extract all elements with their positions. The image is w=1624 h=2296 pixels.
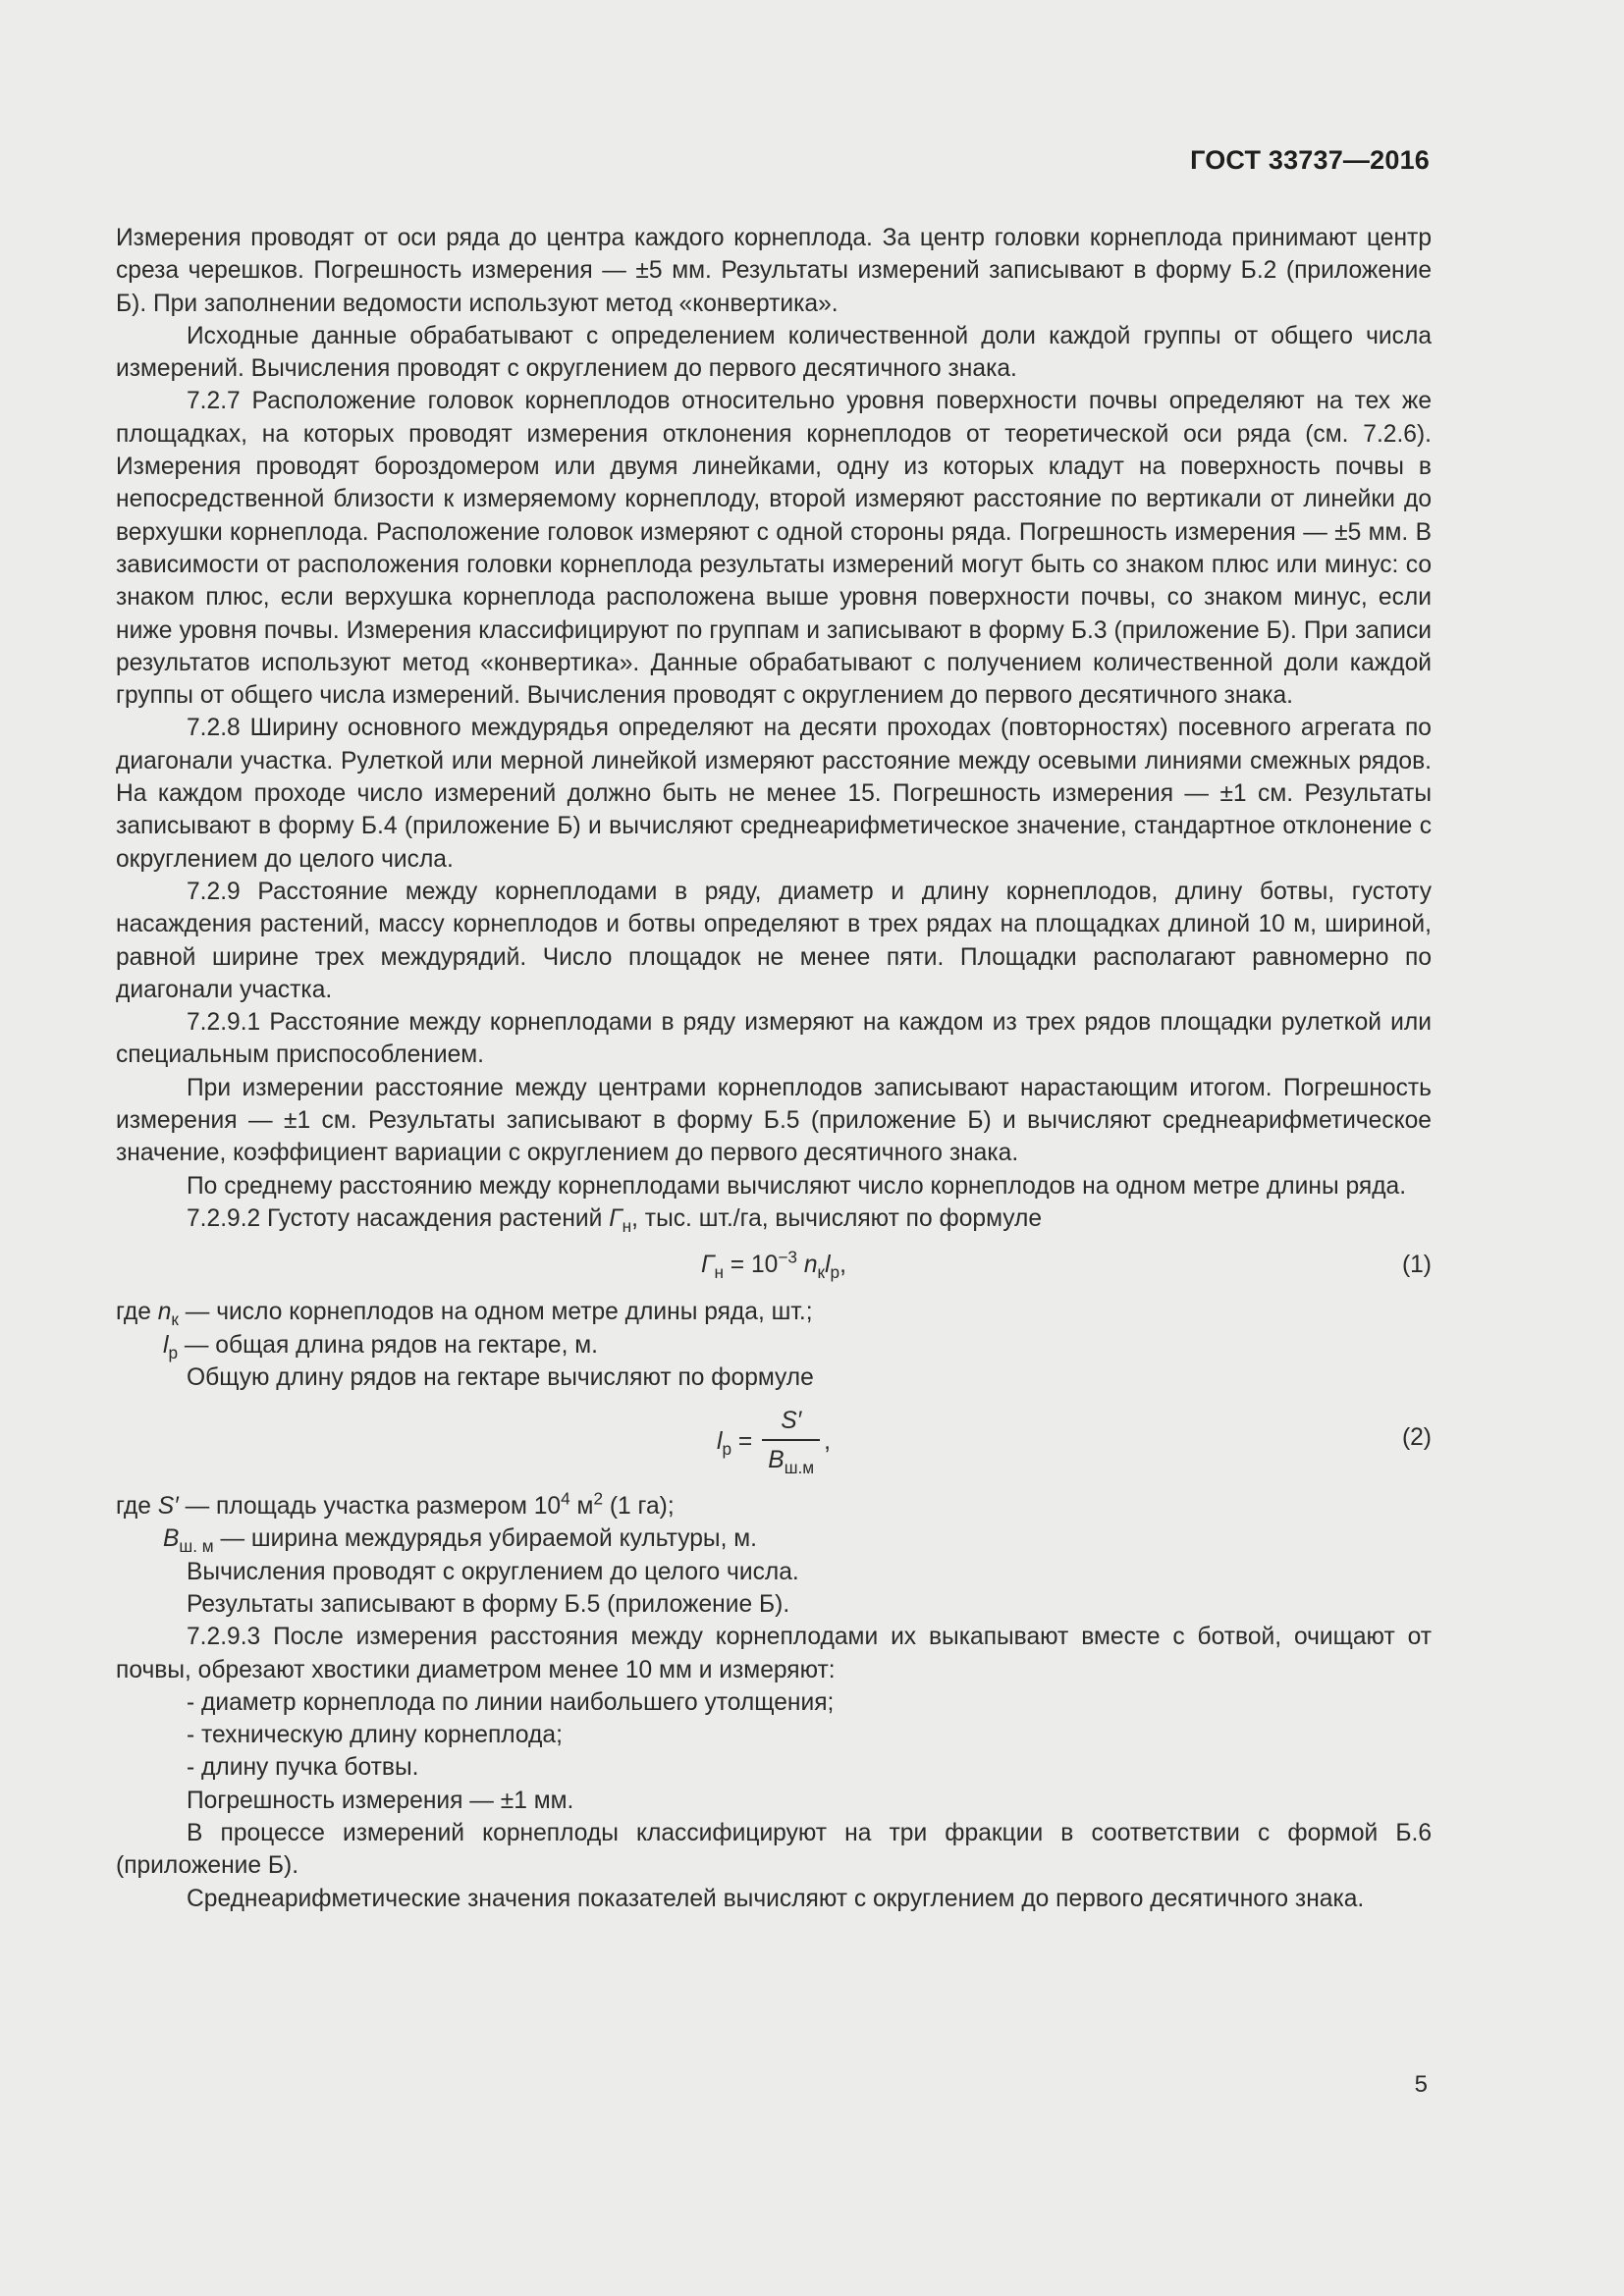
paragraph: Среднеарифметические значения показателей вычисляют с округлением до первого десятичного знака. [187, 1885, 1365, 1912]
paragraph-7-2-9-2: 7.2.9.2 Густоту насаждения растений $Г_н$, тыс. шт./га, вычисляют по формуле [187, 1204, 1043, 1236]
formula-number: (2) [1401, 1424, 1432, 1452]
paragraph: Измерения проводят от оси ряда до центра каждого корнеплода. За центр головки корнеплода принимают центр среза черешков. Погрешность измерения — ±5 мм. Результаты измерений записывают в форму Б.2 (приложение Б). При заполнении ведомости используют метод «конвертика». [116, 225, 1432, 317]
paragraph-7-2-9-3: 7.2.9.3 После измерения расстояния между корнеплодами их выкапывают вместе с ботвой, очищают от почвы, обрезают хвостики диаметром менее 10 мм и измеряют: [116, 1624, 1432, 1683]
formula-2 [116, 1400, 1432, 1484]
list-item: - диаметр корнеплода по линии наибольшего утолщения; [187, 1688, 835, 1716]
paragraph: Исходные данные обрабатывают с определением количественной доли каждой группы от общего числа измерений. Вычисления проводят с округлением до первого десятичного знака. [116, 322, 1432, 383]
paragraph-7-2-8: 7.2.8 Ширину основного междурядья определяют на десяти проходах (повторностях) посевного агрегата по диагонали участка. Рулеткой или мерной линейкой измеряют расстояние между осевыми линиями смежных рядов. На каждом проходе число измерений должно быть не менее 15. Погрешность измерения — ±1 см. Результаты записывают в форму Б.4 (приложение Б) и вычисляют среднеарифметическое значение, стандартное отклонение с округлением до целого числа. [116, 715, 1432, 873]
paragraph: При измерении расстояние между центрами корнеплодов записывают нарастающим итогом. Погрешность измерения — ±1 см. Результаты записывают в форму Б.5 (приложение Б) и вычисляют среднеарифметическое значение, коэффициент вариации с округлением до первого десятичного знака. [116, 1074, 1432, 1167]
paragraph: Вычисления проводят с округлением до целого числа. [187, 1558, 799, 1585]
list-item: - техническую длину корнеплода; [187, 1722, 563, 1749]
fraction-numerator: S′ [781, 1408, 802, 1435]
formula-legend-item: где S′ — площадь участка размером $10^4$ $м^2$ (1 га); [116, 1488, 675, 1521]
fraction-denominator: $B_{ш.м}$ [768, 1446, 815, 1477]
fraction [762, 1406, 820, 1478]
formula-1 [116, 1241, 1432, 1290]
paragraph-7-2-9-1: 7.2.9.1 Расстояние между корнеплодами в ряду измеряют на каждом из трех рядов площадки рулеткой или специальным приспособлением. [116, 1009, 1432, 1069]
paragraph: По среднему расстоянию между корнеплодами вычисляют число корнеплодов на одном метре длины ряда. [187, 1172, 1407, 1200]
formula-legend-item: $B_{ш. м}$ — ширина междурядья убираемой культуры, м. [163, 1525, 757, 1557]
document-body [116, 222, 1432, 1915]
paragraph-7-2-9: 7.2.9 Расстояние между корнеплодами в ряду, диаметр и длину корнеплодов, длину ботвы, густоту насаждения растений, массу корнеплодов и ботвы определяют в трех рядах на площадках длиной 10 м, шириной, равной ширине трех междурядий. Число площадок не менее пяти. Площадки располагают равномерно по диагонали участка. [116, 878, 1432, 1003]
paragraph: Результаты записывают в форму Б.5 (приложение Б). [187, 1590, 790, 1618]
formula-2-expression: $l_р$ = $\frac{S'}{B_{ш.м}}$ , [717, 1408, 831, 1477]
paragraph-7-2-7: 7.2.7 Расположение головок корнеплодов относительно уровня поверхности почвы определяют на тех же площадках, на которых проводят измерения отклонения корнеплодов от теоретической оси ряда (см. 7.2.6). Измерения проводят бороздомером или двумя линейками, одну из которых кладут на поверхность почвы в непосредственной близости к измеряемому корнеплоду, второй измеряют расстояние по вертикали от линейки до верхушки корнеплода. Расположение головок измеряют с одной стороны ряда. Погрешность измерения — ±5 мм. В зависимости от расположения головки корнеплода результаты измерений могут быть со знаком плюс или минус: со знаком плюс, если верхушка корнеплода расположена выше уровня поверхности почвы, со знаком минус, если ниже уровня почвы. Измерения классифицируют по группам и записывают в форму Б.3 (приложение Б). При записи результатов используют метод «конвертика». Данные обрабатывают с получением количественной доли каждой группы от общего числа измерений. Вычисления проводят с округлением до первого десятичного знака. [116, 388, 1432, 710]
document-header: ГОСТ 33737—2016 [1190, 145, 1430, 175]
list-item: - длину пучка ботвы. [187, 1754, 419, 1782]
formula-number: (1) [1401, 1252, 1432, 1279]
paragraph: Общую длину рядов на гектаре вычисляют по формуле [187, 1363, 814, 1391]
paragraph: В процессе измерений корнеплоды классифицируют на три фракции в соответствии с формой Б.6 (приложение Б). [116, 1820, 1432, 1880]
formula-legend-item: где $n_к$ — число корнеплодов на одном метре длины ряда, шт.; [116, 1299, 813, 1330]
formula-legend-item: $l_р$ — общая длина рядов на гектаре, м. [163, 1331, 598, 1362]
formula-1-expression: $Г_н = 10^{-3}$ $n_кl_р$, [701, 1247, 846, 1283]
page-number: 5 [1414, 2071, 1428, 2098]
paragraph: Погрешность измерения — ±1 мм. [187, 1787, 574, 1814]
